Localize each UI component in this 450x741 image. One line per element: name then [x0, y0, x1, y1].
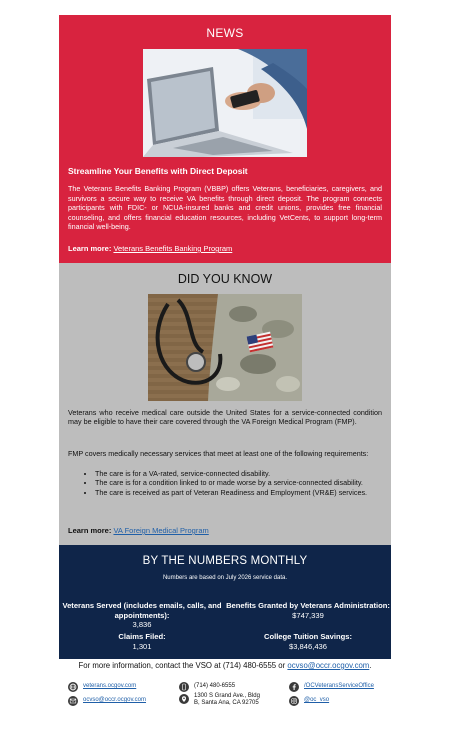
- location-pin-icon: [179, 694, 189, 704]
- did-you-know-section: [59, 263, 391, 545]
- mail-icon: [68, 696, 78, 706]
- footer-instagram: [304, 697, 329, 704]
- dyk-learn-more: [68, 526, 209, 535]
- numbers-note: Numbers are based on July 2026 service data.: [162, 575, 288, 581]
- facebook-icon: [289, 682, 299, 692]
- stat-label: Claims Filed:: [118, 632, 166, 641]
- facebook-link[interactable]: /OCVeteransServiceOffice: [304, 683, 374, 689]
- laptop-phone-photo: [143, 49, 307, 157]
- globe-icon: [68, 682, 78, 692]
- stat-value: 3,836: [132, 620, 152, 630]
- stat-label: College Tuition Savings:: [263, 632, 353, 641]
- stat-benefits-granted: [225, 601, 391, 620]
- stat-value: $3,846,436: [288, 641, 327, 651]
- stat-claims-filed: [59, 632, 225, 651]
- vbbp-link[interactable]: Veterans Benefits Banking Program: [113, 244, 233, 253]
- list-item: • The care is received as part of Veteran Readiness and Employment (VR&E) services.: [95, 488, 391, 497]
- contact-line: [0, 661, 450, 670]
- dyk-title: DID YOU KNOW: [177, 272, 273, 286]
- instagram-icon: [289, 696, 299, 706]
- contact-prefix: For more information, contact the VSO at (714) 480-6555 or: [78, 661, 286, 670]
- contact-suffix: .: [369, 661, 372, 670]
- stat-label: Veterans Served (includes emails, calls, and appointments):: [62, 601, 222, 620]
- email-link[interactable]: ocvso@occr.ocgov.com: [83, 697, 147, 703]
- fmp-requirements-list: [81, 469, 391, 497]
- contact-email-link[interactable]: ocvso@occr.ocgov.com: [287, 661, 370, 670]
- website-link[interactable]: veterans.ocgov.com: [83, 683, 137, 689]
- stat-label: Benefits Granted by Veterans Administration:: [226, 601, 390, 610]
- dyk-paragraph-1: Veterans who receive medical care outside the United States for a service-connected condition may be eligible to have their care covered through the VA Foreign Medical Program (FMP).: [68, 408, 382, 427]
- footer-address: 1300 S Grand Ave., Bldg B, Santa Ana, CA 92705: [194, 693, 260, 707]
- news-learn-more-label: Learn more:: [68, 244, 112, 253]
- news-body: The Veterans Benefits Banking Program (VBBP) offers Veterans, beneficiaries, caregivers, and survivors a secure way to receive VA benefits through direct deposit. The program connects participants with FDIC- or NCUA-insured banks and credit unions, provides free financial counseling, and offers financial education resources, including VetCents, to support long-term financial well-being.: [68, 184, 382, 232]
- dyk-learn-more-label: Learn more:: [68, 526, 112, 535]
- numbers-title: BY THE NUMBERS MONTHLY: [142, 555, 308, 567]
- stat-value: 1,301: [132, 641, 152, 651]
- stat-tuition-savings: [225, 632, 391, 651]
- fmp-link[interactable]: VA Foreign Medical Program: [113, 526, 209, 535]
- stethoscope-uniform-photo: [148, 294, 302, 401]
- list-item: • The care is for a condition linked to or made worse by a service-connected disability.: [95, 478, 391, 487]
- news-title: NEWS: [206, 26, 244, 40]
- footer-phone: (714) 480-6555: [194, 683, 236, 689]
- stat-value: $747,339: [292, 610, 324, 620]
- news-learn-more: [68, 244, 232, 253]
- footer-email: [83, 697, 146, 704]
- news-headline: Streamline Your Benefits with Direct Deposit: [68, 166, 248, 176]
- stat-veterans-served: [59, 601, 225, 630]
- phone-icon: [179, 682, 189, 692]
- list-item: • The care is for a VA-rated, service-connected disability.: [95, 469, 391, 478]
- footer-website: [83, 683, 136, 690]
- dyk-paragraph-2: FMP covers medically necessary services that meet at least one of the following requirements:: [68, 449, 369, 458]
- footer-facebook: [304, 683, 374, 690]
- instagram-link[interactable]: @oc_vso: [304, 697, 330, 703]
- numbers-section: [59, 545, 391, 659]
- news-section: [59, 15, 391, 263]
